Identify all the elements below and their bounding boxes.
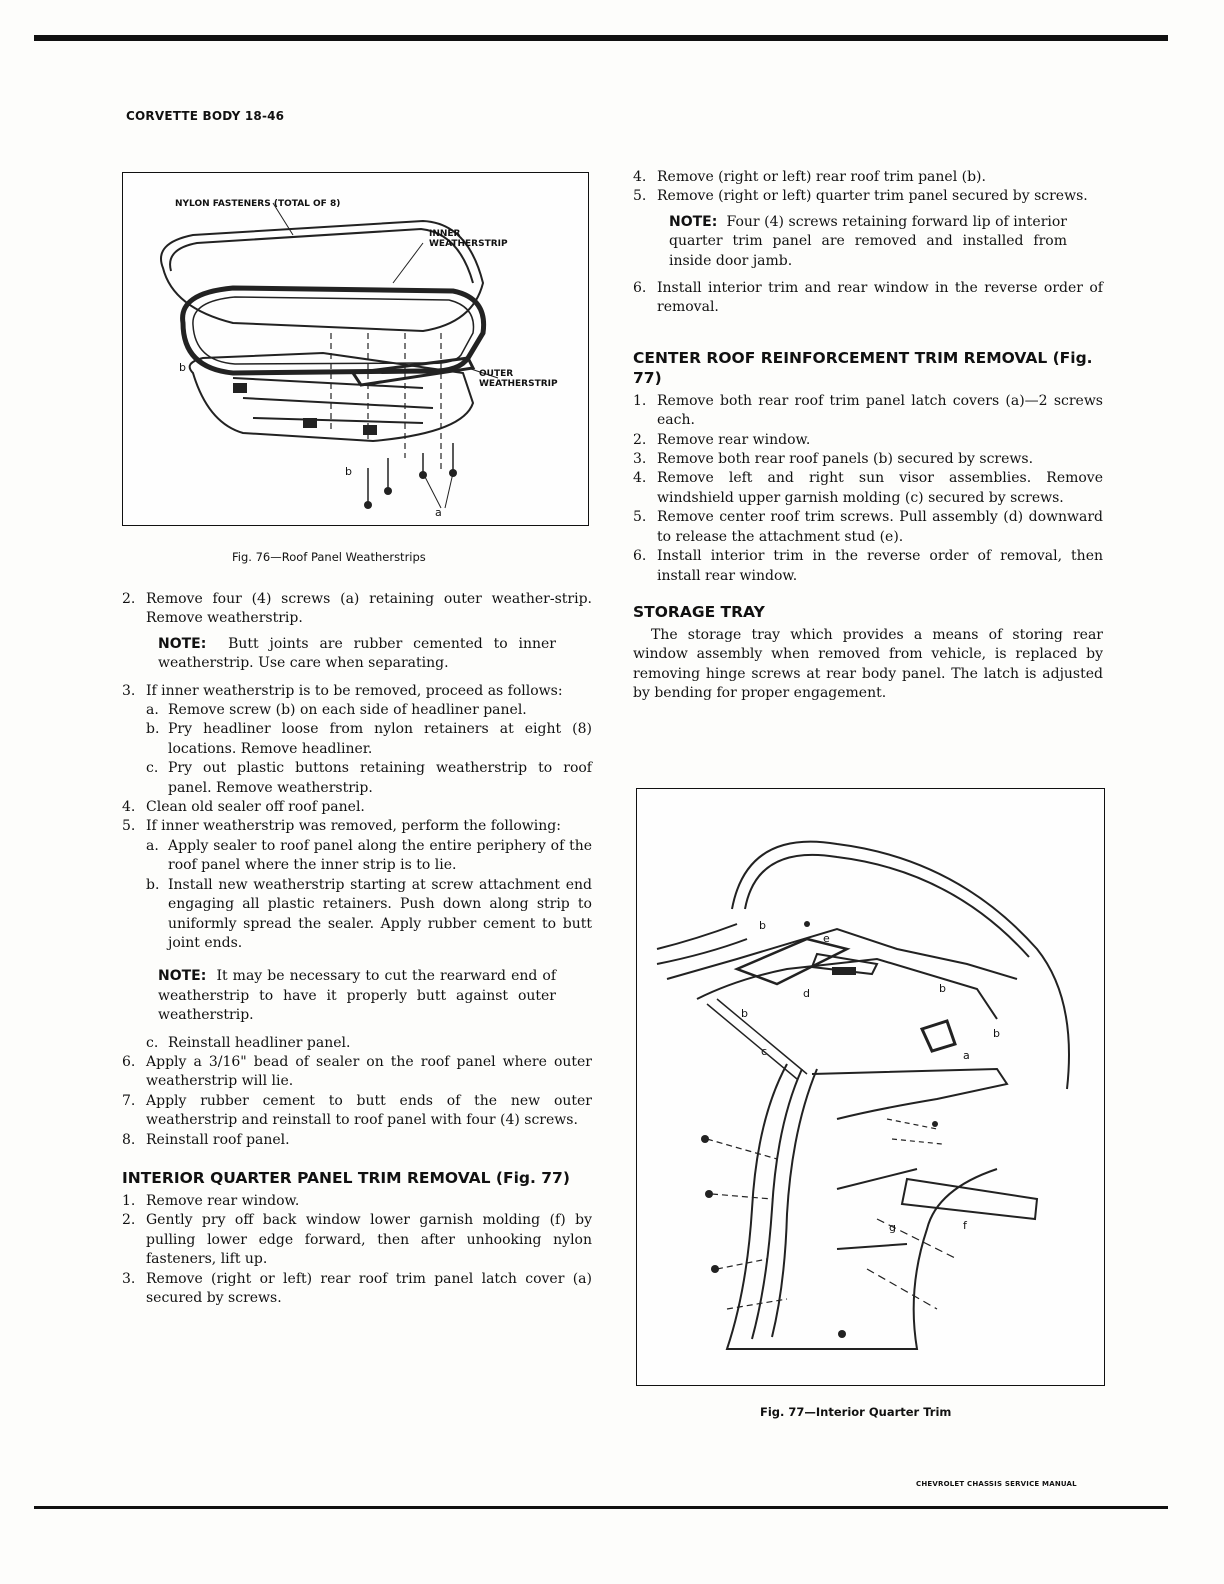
list-item: 1. Remove rear window. xyxy=(122,1192,300,1209)
heading-center-roof-reinforcement: CENTER ROOF REINFORCEMENT TRIM REMOVAL (Fig. 77) xyxy=(633,348,1093,387)
label-b-bottom: b xyxy=(345,465,352,478)
list-item: 2. Remove rear window. xyxy=(633,431,811,448)
label-e: e xyxy=(823,932,830,945)
list-item: 6. Apply a 3/16" bead of sealer on the roof panel where outer weatherstrip will lie. xyxy=(122,1053,592,1090)
list-item: 2. Remove four (4) screws (a) retaining outer weather-strip. Remove weatherstrip. xyxy=(122,591,592,627)
label-outer-weatherstrip: OUTER WEATHERSTRIP xyxy=(479,369,558,389)
list-item: 6. Install interior trim and rear window in the reverse order of removal. xyxy=(633,280,1103,316)
note-rearward-end: NOTE: It may be necessary to cut the rearward end of weatherstrip to have it properly butt against outer weatherstrip. xyxy=(158,968,556,1024)
list-item: 3. Remove (right or left) rear roof trim panel latch cover (a) secured by screws. xyxy=(122,1270,592,1306)
roof-panel-drawing xyxy=(123,173,588,525)
list-item: 5. Remove center roof trim screws. Pull assembly (d) downward to release the attachment stud (e). xyxy=(633,509,1103,545)
bottom-rule xyxy=(34,1506,1168,1509)
label-nylon-fasteners: NYLON FASTENERS (TOTAL OF 8) xyxy=(175,199,341,209)
label-c: c xyxy=(761,1045,768,1058)
list-item: 5. Remove (right or left) quarter trim panel secured by screws. xyxy=(633,188,1088,205)
list-item: 1. Remove both rear roof trim panel latch covers (a)—2 screws each. xyxy=(633,392,1103,429)
label-b-left: b xyxy=(179,361,186,374)
sub-list-item: c. Pry out plastic buttons retaining weatherstrip to roof panel. Remove weatherstrip. xyxy=(146,760,592,796)
figure-76-caption: Fig. 76—Roof Panel Weatherstrips xyxy=(232,550,426,564)
list-item: 6. Install interior trim in the reverse order of removal, then install rear window. xyxy=(633,548,1103,584)
label-b-left: b xyxy=(741,1007,748,1020)
sub-list-item: a. Apply sealer to roof panel along the entire periphery of the roof panel where the inner strip is to lie. xyxy=(146,837,592,874)
storage-tray-paragraph: The storage tray which provides a means of storing rear window assembly when removed from vehicle, is replaced by removing hinge screws at rear body panel. The latch is adjusted by bending for proper engagement. xyxy=(633,626,1103,702)
left-column xyxy=(122,590,592,1308)
list-item: 4. Remove (right or left) rear roof trim panel (b). xyxy=(633,169,986,185)
label-inner-weatherstrip: INNER WEATHERSTRIP xyxy=(429,229,508,249)
list-item: 4. Clean old sealer off roof panel. xyxy=(122,799,365,816)
figure-77-caption: Fig. 77—Interior Quarter Trim xyxy=(760,1405,952,1419)
label-a: a xyxy=(435,506,442,519)
heading-storage-tray: STORAGE TRAY xyxy=(633,602,765,621)
note-butt-joints: NOTE: Butt joints are rubber cemented to inner weatherstrip. Use care when separating. xyxy=(158,635,556,672)
sub-list-item: b. Pry headliner loose from nylon retainers at eight (8) locations. Remove headliner. xyxy=(146,721,592,757)
label-a: a xyxy=(963,1049,970,1062)
label-d: d xyxy=(803,987,810,1000)
label-b-right: b xyxy=(993,1027,1000,1040)
label-b-center: b xyxy=(939,982,946,995)
page-header: CORVETTE BODY 18-46 xyxy=(126,109,285,123)
list-item: 3. If inner weatherstrip is to be removed, proceed as follows: xyxy=(122,682,563,699)
sub-list-item: c. Reinstall headliner panel. xyxy=(146,1034,351,1051)
label-g: g xyxy=(889,1221,896,1234)
note-four-screws: NOTE: Four (4) screws retaining forward lip of interior quarter trim panel are removed and installed from inside door jamb. xyxy=(669,213,1068,269)
list-item: 8. Reinstall roof panel. xyxy=(122,1131,290,1148)
list-item: 2. Gently pry off back window lower garnish molding (f) by pulling lower edge forward, then after unhooking nylon fasteners, lift up. xyxy=(122,1212,592,1268)
sub-list-item: a. Remove screw (b) on each side of headliner panel. xyxy=(146,702,527,719)
label-f: f xyxy=(963,1219,967,1232)
footer-manual-title: CHEVROLET CHASSIS SERVICE MANUAL xyxy=(916,1480,1077,1488)
interior-trim-drawing xyxy=(637,789,1104,1385)
right-column xyxy=(633,168,1103,704)
top-rule xyxy=(34,35,1168,41)
list-item: 7. Apply rubber cement to butt ends of the new outer weatherstrip and reinstall to roof panel with four (4) screws. xyxy=(122,1092,592,1129)
figure-76-roof-panel-weatherstrips xyxy=(122,172,589,526)
list-item: 5. If inner weatherstrip was removed, perform the following: xyxy=(122,818,561,835)
sub-list-item: b. Install new weatherstrip starting at screw attachment end engaging all plastic retainers. Push down along strip to uniformly spread the sealer. Apply rubber cement to butt joint ends. xyxy=(146,876,592,951)
list-item: 4. Remove left and right sun visor assemblies. Remove windshield upper garnish molding (c) secured by screws. xyxy=(633,470,1103,506)
heading-interior-quarter-panel: INTERIOR QUARTER PANEL TRIM REMOVAL (Fig. 77) xyxy=(122,1168,570,1187)
list-item: 3. Remove both rear roof panels (b) secured by screws. xyxy=(633,451,1034,468)
figure-77-interior-quarter-trim xyxy=(636,788,1105,1386)
label-b-upper: b xyxy=(759,919,766,932)
